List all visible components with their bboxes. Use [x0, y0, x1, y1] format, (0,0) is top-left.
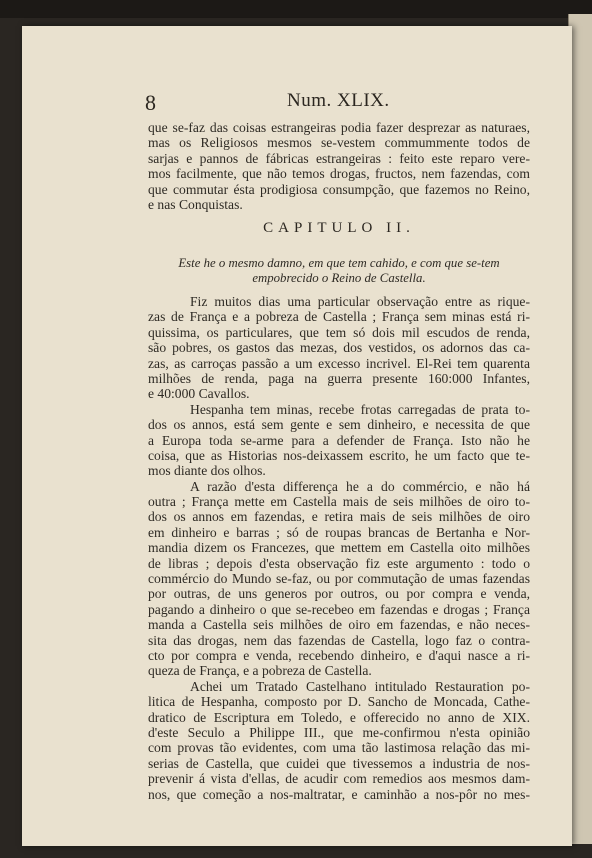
- text-line: zas, as carroças passão a um excesso incrivel. El-Rei tem quarenta: [148, 355, 530, 371]
- text-line: d'este Seculo a Philippe III., que me-confirmou n'esta opinião: [148, 724, 530, 740]
- chapter-title: CAPITULO II.: [263, 220, 415, 236]
- text-line: de libras ; depois d'esta observação fiz este argumento : todo o: [148, 555, 530, 571]
- text-line: manda a Castella seis milhões de oiro em fazendas, e não neces-: [148, 617, 530, 633]
- subtitle-line: Este he o mesmo damno, em que tem cahido, e com que se-tem: [178, 256, 500, 270]
- running-head: Num. XLIX.: [287, 90, 390, 111]
- text-line: e nas Conquistas.: [148, 196, 243, 212]
- text-line: quissima, os particulares, que tem só dois mil escudos de renda,: [148, 324, 530, 340]
- chapter-body: [148, 294, 530, 802]
- text-line: milhões de renda, paga na guerra presente 160:000 Infantes,: [148, 370, 530, 386]
- text-line: em dinheiro e barras ; só de roupas brancas de Bertanha e Nor-: [148, 524, 530, 540]
- text-line: queza de França, e a pobreza de Castella.: [148, 663, 372, 679]
- text-line: sita das drogas, nem das fazendas de Castella, logo faz o contra-: [148, 632, 530, 648]
- text-line: mas os Religiosos mesmos se-vestem commummente todos de: [148, 135, 530, 151]
- text-line: que commutar ésta prodigiosa consumpção, que fazemos no Reino,: [148, 181, 530, 197]
- text-line: mandia dizem os Francezes, que mettem em Castella oito milhões: [148, 540, 530, 556]
- chapter-subtitle: [148, 256, 530, 286]
- text-line: sarjas e pannos de fábricas estrangeiras : feito este reparo vere-: [148, 150, 530, 166]
- text-line: por outras, de uns generos por outros, ou por compra e venda,: [148, 586, 530, 602]
- text-line: dratico de Escriptura em Toledo, e offerecido no anno de XIX.: [148, 709, 530, 725]
- text-line: dos os annos, está sem gente e sem dinheiro, e necessita de que: [148, 417, 530, 433]
- text-line: com provas tão evidentes, com uma tão lastimosa relação das mi-: [148, 740, 530, 756]
- text-line: serias de Castella, que cuidei que tivessemos a industria de nos-: [148, 755, 530, 771]
- text-line: pagando a dinheiro o que se-recebeo em fazendas e drogas ; França: [148, 601, 530, 617]
- text-line: são pobres, os gastos das mezas, dos vestidos, os adornos das ca-: [148, 340, 530, 356]
- text-line: e 40:000 Cavallos.: [148, 386, 250, 402]
- intro-paragraph: [148, 120, 530, 212]
- text-line: outra ; França mette em Castella mais de seis milhões de oiro to-: [148, 494, 530, 510]
- text-line: prevenir á vista d'ellas, de acudir com remedios aos mesmos dam-: [148, 771, 530, 787]
- text-line: commércio do Mundo se-faz, ou por commutação de umas fazendas: [148, 571, 530, 587]
- page-number: 8: [145, 90, 156, 115]
- text-line: dos os annos em fazendas, e retira mais de seis milhões de oiro: [148, 509, 530, 525]
- subtitle-line: empobrecido o Reino de Castella.: [252, 271, 426, 285]
- page-header: [145, 66, 545, 115]
- text-line: Hespanha tem minas, recebe frotas carregadas de prata to-: [190, 401, 530, 417]
- text-line: mos diante dos olhos.: [148, 463, 266, 479]
- text-line: mos facilmente, que não temos drogas, fructos, nem fazendas, com: [148, 166, 530, 182]
- text-line: zas de França e a pobreza de Castella ; França sem minas está ri-: [148, 309, 530, 325]
- text-line: litica de Hespanha, composto por D. Sancho de Moncada, Cathe-: [148, 694, 530, 710]
- text-line: Achei um Tratado Castelhano intitulado Restauration po-: [190, 678, 530, 694]
- scan-top-edge: [0, 0, 592, 18]
- text-line: Fiz muitos dias uma particular observação entre as rique-: [190, 294, 530, 309]
- text-line: cto por compra e venda, recebendo dinheiro, e d'aqui nasce a ri-: [148, 647, 530, 663]
- text-line: que se-faz das coisas estrangeiras podia fazer desprezar as naturaes,: [148, 120, 530, 135]
- text-line: coisa, que as Historias nos-deixassem escrito, he um facto que te-: [148, 447, 530, 463]
- text-line: a Europa toda se-arme para a defender de França. Isto não he: [148, 432, 530, 448]
- text-line: nos, que começão a nos-maltratar, e caminhão a nos-pôr no mes-: [148, 786, 530, 802]
- text-line: A razão d'esta differença he a do commércio, e não há: [190, 478, 530, 494]
